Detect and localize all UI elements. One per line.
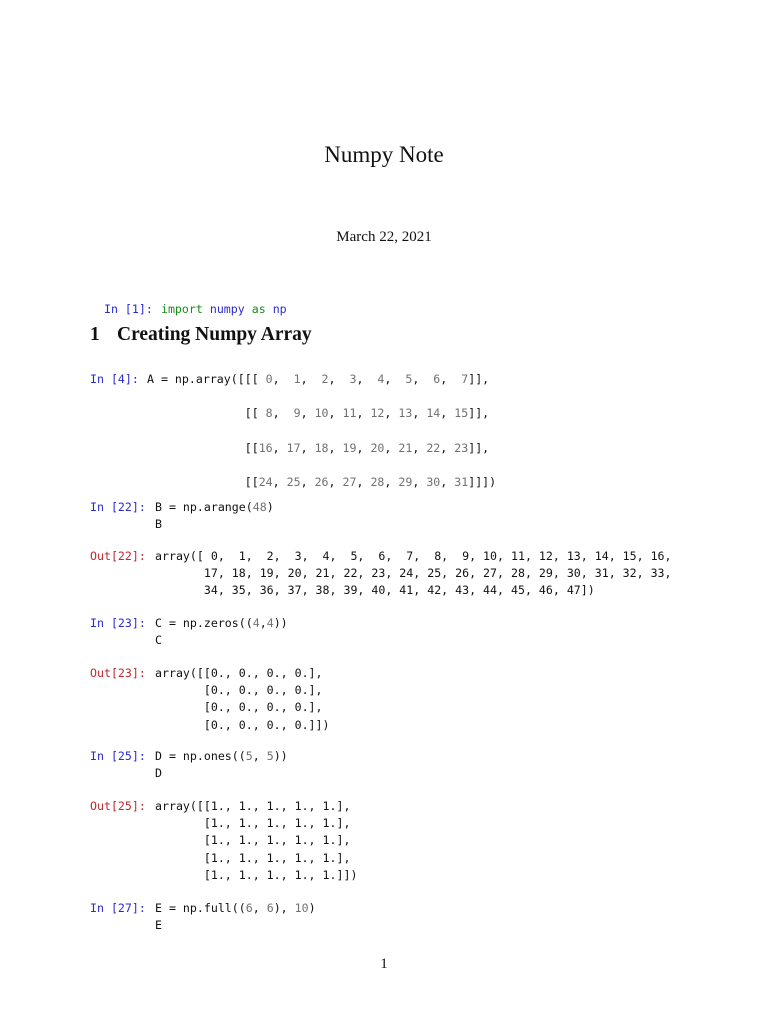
code-cell-in-25 [90, 748, 288, 782]
in-prompt: In [22]: [90, 500, 146, 514]
output-line: array([ 0, 1, 2, 3, 4, 5, 6, 7, 8, 9, 10, 11, 12, 13, 14, 15, 16, [155, 549, 672, 563]
output-line: 17, 18, 19, 20, 21, 22, 23, 24, 25, 26, 27, 28, 29, 30, 31, 32, 33, [155, 566, 672, 581]
out-prompt: Out[23]: [90, 666, 146, 680]
output-line: [0., 0., 0., 0.], [155, 683, 323, 698]
output-line: array([[1., 1., 1., 1., 1.], [155, 799, 351, 813]
code-line: [[ 8, 9, 10, 11, 12, 13, 14, 15]], [147, 406, 490, 421]
in-prompt: In [27]: [90, 901, 146, 915]
document-title: Numpy Note [324, 142, 444, 167]
output-line: 34, 35, 36, 37, 38, 39, 40, 41, 42, 43, 44, 45, 46, 47]) [155, 583, 595, 598]
document-date: March 22, 2021 [336, 229, 432, 245]
out-prompt: Out[25]: [90, 799, 146, 813]
code-line: [[16, 17, 18, 19, 20, 21, 22, 23]], [147, 440, 490, 455]
output-line: array([[0., 0., 0., 0.], [155, 666, 323, 680]
code-cell-in-22 [90, 499, 274, 533]
output-line: [0., 0., 0., 0.]]) [155, 717, 330, 732]
output-cell-out-23 [90, 665, 330, 734]
output-line: [1., 1., 1., 1., 1.]]) [155, 867, 358, 882]
keyword-as: as [251, 302, 266, 317]
code-line: E = np.full((6, 6), 10) [155, 901, 316, 915]
section-title: Creating Numpy Array [117, 324, 312, 345]
code-cell-in-4 [90, 362, 496, 500]
in-prompt: In [4]: [90, 372, 139, 386]
module-alias: np [272, 302, 287, 317]
code-line: D [155, 766, 162, 781]
section-number: 1 [90, 324, 100, 345]
code-line: B [155, 517, 162, 532]
in-prompt: In [23]: [90, 616, 146, 630]
keyword-import: import [160, 302, 203, 317]
code-line: D = np.ones((5, 5)) [155, 749, 288, 763]
section-heading [90, 324, 312, 346]
in-prompt: In [1]: [103, 302, 153, 317]
code-line: A = np.array([[[ 0, 1, 2, 3, 4, 5, 6, 7]], [147, 372, 490, 386]
code-line: C [155, 633, 162, 648]
page-number: 1 [380, 956, 388, 972]
code-cell-in-1 [90, 284, 287, 318]
output-line: [1., 1., 1., 1., 1.], [155, 833, 351, 848]
out-prompt: Out[22]: [90, 549, 146, 563]
output-cell-out-25 [90, 798, 357, 884]
output-line: [0., 0., 0., 0.], [155, 700, 323, 715]
output-line: [1., 1., 1., 1., 1.], [155, 816, 351, 831]
code-cell-in-27 [90, 900, 316, 934]
output-cell-out-22 [90, 548, 672, 600]
code-line: B = np.arange(48) [155, 500, 274, 514]
code-line: C = np.zeros((4,4)) [155, 616, 288, 630]
in-prompt: In [25]: [90, 749, 146, 763]
code-cell-in-23 [90, 615, 288, 649]
code-line: E [155, 918, 162, 933]
code-line: [[24, 25, 26, 27, 28, 29, 30, 31]]]) [147, 475, 497, 490]
module-name: numpy [209, 302, 245, 317]
output-line: [1., 1., 1., 1., 1.], [155, 850, 351, 865]
